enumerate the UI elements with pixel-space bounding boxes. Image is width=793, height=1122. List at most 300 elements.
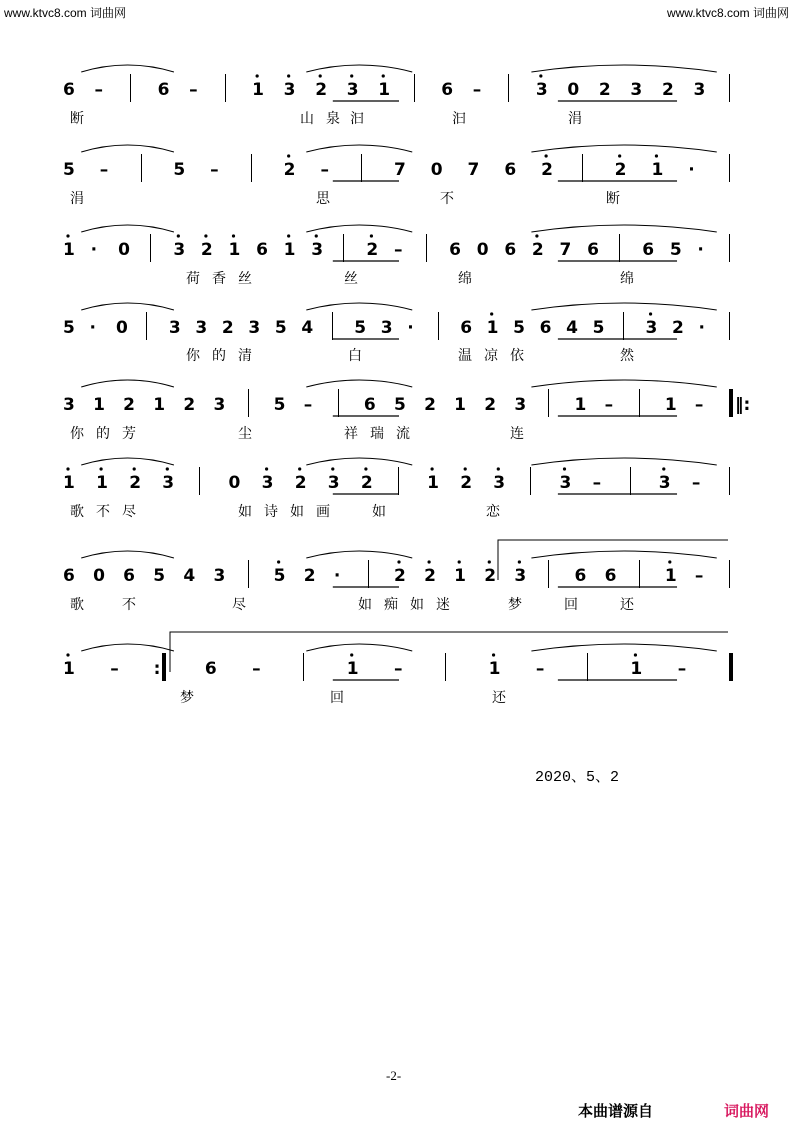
dot-extension: · (688, 160, 695, 180)
dash-extension: – (691, 473, 701, 493)
note: 1 (63, 659, 75, 679)
barline (150, 234, 151, 262)
lyric-syllable: 如 (238, 504, 252, 520)
lyric-syllable: 温 (458, 348, 472, 364)
octave-dot (319, 74, 322, 77)
note: 1 (454, 395, 467, 415)
dash-extension: – (472, 80, 482, 100)
lyric-line (0, 347, 793, 371)
note: 1 (664, 566, 677, 586)
note: 2 (598, 80, 611, 100)
lyric-syllable: 凉 (484, 348, 498, 364)
note: 1 (378, 80, 391, 100)
note: 3 (559, 473, 572, 493)
note: 6 (460, 318, 473, 338)
note: 5 (354, 318, 367, 338)
note: 5 (669, 240, 682, 260)
slur-arc (81, 145, 174, 152)
lyric-syllable: 恋 (486, 504, 500, 520)
dash-extension: – (210, 160, 219, 180)
note: 2 (183, 395, 196, 415)
lyric-syllable: 还 (492, 690, 506, 706)
note: 6 (63, 566, 75, 586)
lyric-syllable: 白 (348, 348, 362, 364)
octave-dot (177, 234, 180, 237)
octave-dot (287, 74, 290, 77)
slur-arc (81, 458, 174, 465)
dot-extension: · (697, 240, 704, 260)
slur-arc (306, 225, 412, 232)
lyric-syllable: 痴 (384, 597, 398, 613)
octave-dot (458, 560, 461, 563)
lyric-syllable: 的 (96, 426, 110, 442)
note: 3 (514, 395, 527, 415)
note: 2 (315, 80, 328, 100)
barline (548, 560, 549, 588)
note: 2 (541, 160, 553, 180)
octave-dot (256, 74, 259, 77)
note: 7 (467, 160, 480, 180)
lyric-line (0, 425, 793, 449)
lyric-syllable: 不 (96, 504, 110, 520)
dash-extension: – (252, 659, 261, 679)
note: 1 (488, 659, 501, 679)
slur-arc (306, 380, 412, 387)
barline (438, 312, 439, 340)
note: 2 (460, 473, 473, 493)
octave-dot (535, 234, 538, 237)
lyric-syllable: 梦 (180, 690, 194, 706)
lyric-line (0, 689, 793, 713)
note: 3 (213, 566, 226, 586)
dash-extension: – (604, 395, 614, 415)
slur-arc (81, 380, 174, 387)
octave-dot (350, 653, 353, 656)
note: 1 (664, 395, 677, 415)
lyric-syllable: 汩 (350, 111, 364, 127)
note: 2 (661, 80, 674, 100)
barline (729, 560, 730, 588)
octave-dot (464, 467, 467, 470)
lyric-syllable: 如 (358, 597, 372, 613)
lyric-syllable: 绵 (458, 271, 472, 287)
note: 3 (248, 318, 261, 338)
note: 3 (514, 566, 527, 586)
lyric-syllable: 不 (440, 191, 454, 207)
dash-extension: – (99, 160, 109, 180)
note: 4 (183, 566, 196, 586)
note: 2 (366, 240, 379, 260)
barline (729, 389, 733, 417)
source-label: 本曲谱源自 (578, 1102, 654, 1120)
barline (445, 653, 446, 681)
note: 1 (63, 240, 75, 260)
note: 3 (168, 318, 181, 338)
dash-extension: – (694, 395, 704, 415)
lyric-syllable: 歌 (70, 504, 84, 520)
barline (332, 312, 333, 340)
lyric-syllable: 画 (316, 504, 330, 520)
slur-arc (531, 145, 716, 152)
barline (582, 154, 583, 182)
octave-dot (518, 560, 521, 563)
barline (368, 560, 369, 588)
note: 6 (504, 240, 517, 260)
dash-extension: – (110, 659, 119, 679)
note: 2 (221, 318, 234, 338)
octave-dot (350, 74, 353, 77)
barline (130, 74, 131, 102)
note: 5 (173, 160, 186, 180)
lyric-syllable: 你 (186, 348, 200, 364)
dot-extension: · (333, 566, 341, 586)
octave-dot (655, 154, 658, 157)
barline (338, 389, 339, 417)
lyric-syllable: 香 (212, 271, 226, 287)
octave-dot (265, 467, 268, 470)
lyric-syllable: 不 (122, 597, 136, 613)
note: 2 (614, 160, 627, 180)
dash-extension: – (394, 240, 403, 260)
note: 2 (123, 395, 136, 415)
lyric-syllable: 芳 (122, 426, 136, 442)
note: 7 (559, 240, 572, 260)
barline (623, 312, 624, 340)
octave-dot (662, 467, 665, 470)
barline (426, 234, 427, 262)
barline (729, 653, 733, 681)
dot-extension: · (90, 240, 98, 260)
dot-extension: · (407, 318, 414, 338)
octave-dot (563, 467, 566, 470)
barline (530, 467, 531, 495)
notation-line (0, 395, 793, 419)
note: 0 (93, 566, 105, 586)
dash-extension: – (394, 659, 403, 679)
slur-arc (81, 225, 174, 232)
note: 1 (283, 240, 296, 260)
dash-extension: – (535, 659, 545, 679)
dash-extension: – (303, 395, 313, 415)
note: 6 (363, 395, 376, 415)
barline (343, 234, 344, 262)
lyric-syllable: 连 (510, 426, 524, 442)
slur-arc (531, 380, 716, 387)
barline (248, 389, 249, 417)
note: 2 (129, 473, 142, 493)
octave-dot (545, 154, 548, 157)
slur-arc (81, 644, 174, 651)
lyric-syllable: 流 (396, 426, 410, 442)
note: 1 (651, 160, 664, 180)
octave-dot (488, 560, 491, 563)
composition-date: 2020、5、2 (535, 769, 620, 786)
octave-dot (382, 74, 385, 77)
octave-dot (492, 653, 495, 656)
slur-arc (306, 458, 412, 465)
octave-dot (100, 467, 103, 470)
lyric-syllable: 瑞 (370, 426, 384, 442)
note: 2 (360, 473, 373, 493)
lyric-syllable: 你 (70, 426, 84, 442)
octave-dot (133, 467, 136, 470)
note: 7 (394, 160, 406, 180)
lyric-syllable: 迷 (436, 597, 450, 613)
octave-dot (298, 467, 301, 470)
note: 0 (228, 473, 241, 493)
octave-dot (539, 74, 542, 77)
barline (248, 560, 249, 588)
note: 2 (424, 566, 436, 586)
notation-line (0, 80, 793, 104)
octave-dot (66, 467, 69, 470)
barline (508, 74, 509, 102)
note: 6 (63, 80, 75, 100)
notation-line (0, 473, 793, 497)
note: 5 (274, 318, 287, 338)
slur-arc (531, 551, 716, 558)
octave-dot (668, 560, 671, 563)
barline (729, 467, 730, 495)
note: 3 (311, 240, 324, 260)
lyric-syllable: 如 (372, 504, 386, 520)
octave-dot (397, 560, 400, 563)
barline (141, 154, 142, 182)
note: 3 (380, 318, 393, 338)
note: 6 (449, 240, 461, 260)
barline (639, 389, 640, 417)
dash-extension: – (94, 80, 104, 100)
note: 2 (283, 160, 296, 180)
octave-dot (370, 234, 373, 237)
slur-arc (531, 303, 716, 310)
octave-dot (66, 653, 69, 656)
notation-line (0, 240, 793, 264)
lyric-syllable: 荷 (186, 271, 200, 287)
note: 2 (303, 566, 316, 586)
lyric-syllable: 还 (620, 597, 634, 613)
lyric-syllable: 依 (510, 348, 524, 364)
octave-dot (431, 467, 434, 470)
barline (146, 312, 147, 340)
notation-line (0, 566, 793, 590)
dash-extension: – (694, 566, 704, 586)
lyric-syllable: 如 (410, 597, 424, 613)
octave-dot (166, 467, 169, 470)
lyric-syllable: 思 (316, 191, 330, 207)
note: 5 (592, 318, 605, 338)
note: 5 (394, 395, 406, 415)
lyric-syllable: 丝 (344, 271, 358, 287)
octave-dot (232, 234, 235, 237)
octave-dot (490, 312, 493, 315)
notation-line (0, 659, 793, 683)
brand-logo: 词曲网 (724, 1102, 770, 1120)
note: 2 (672, 318, 684, 338)
note: 2 (200, 240, 213, 260)
note: 2 (484, 395, 497, 415)
note: 1 (228, 240, 241, 260)
lyric-syllable: 回 (564, 597, 578, 613)
note: 5 (63, 160, 75, 180)
note: 1 (427, 473, 439, 493)
dash-extension: – (592, 473, 602, 493)
note: 0 (430, 160, 443, 180)
repeat-sign: ‖: (735, 395, 751, 415)
note: 6 (157, 80, 170, 100)
slur-arc (81, 303, 174, 310)
slur-arc (531, 458, 716, 465)
note: 3 (162, 473, 175, 493)
barline (630, 467, 631, 495)
octave-dot (634, 653, 637, 656)
barline (398, 467, 399, 495)
header-site-left: www.ktvc8.com 词曲网 (4, 6, 127, 20)
note: 2 (484, 566, 497, 586)
barline (619, 234, 620, 262)
note: 3 (63, 395, 75, 415)
note: 1 (630, 659, 643, 679)
slur-arc (81, 551, 174, 558)
lyric-syllable: 山 (300, 111, 314, 127)
note: 1 (346, 659, 359, 679)
slur-arc (531, 644, 716, 651)
lyric-syllable: 断 (70, 111, 84, 127)
page-number: -2- (386, 1068, 402, 1083)
lyric-syllable: 涓 (568, 111, 582, 127)
note: 6 (441, 80, 454, 100)
lyric-syllable: 泉 (326, 111, 340, 127)
lyric-syllable: 梦 (508, 597, 522, 613)
barline (548, 389, 549, 417)
lyric-syllable: 的 (212, 348, 226, 364)
note: 6 (574, 566, 587, 586)
dot-extension: · (698, 318, 705, 338)
octave-dot (287, 154, 290, 157)
dash-extension: – (189, 80, 198, 100)
note: 6 (642, 240, 655, 260)
barline (729, 74, 730, 102)
note: 5 (273, 395, 286, 415)
note: 5 (513, 318, 525, 338)
lyric-syllable: 然 (620, 348, 634, 364)
lyric-syllable: 断 (606, 191, 620, 207)
barline (729, 234, 730, 262)
lyric-syllable: 丝 (238, 271, 252, 287)
note: 1 (574, 395, 587, 415)
barline (729, 312, 730, 340)
dash-extension: – (320, 160, 329, 180)
slur-arc (531, 225, 716, 232)
note: 0 (118, 240, 130, 260)
slur-arc (306, 551, 412, 558)
note: 3 (283, 80, 296, 100)
barline (639, 560, 640, 588)
dash-extension: – (677, 659, 687, 679)
note: 1 (96, 473, 108, 493)
barline (414, 74, 415, 102)
note: 6 (604, 566, 617, 586)
barline (361, 154, 362, 182)
note: 6 (587, 240, 599, 260)
note: 0 (567, 80, 580, 100)
note: 6 (204, 659, 217, 679)
lyric-line (0, 190, 793, 214)
note: 1 (454, 566, 467, 586)
barline (199, 467, 200, 495)
slur-arc (306, 145, 412, 152)
octave-dot (331, 467, 334, 470)
note: 3 (693, 80, 706, 100)
octave-dot (364, 467, 367, 470)
note: 3 (535, 80, 548, 100)
octave-dot (497, 467, 500, 470)
lyric-syllable: 尽 (232, 597, 246, 613)
note: 3 (645, 318, 658, 338)
note: 2 (294, 473, 307, 493)
barline (587, 653, 588, 681)
lyric-line (0, 503, 793, 527)
slur-arc (306, 644, 412, 651)
note: 0 (115, 318, 128, 338)
note: 5 (63, 318, 75, 338)
lyric-syllable: 清 (238, 348, 252, 364)
note: 4 (301, 318, 314, 338)
lyric-syllable: 祥 (344, 426, 358, 442)
repeat-sign: :| (153, 659, 167, 679)
lyric-syllable: 回 (330, 690, 344, 706)
note: 3 (493, 473, 506, 493)
note: 2 (394, 566, 406, 586)
note: 1 (63, 473, 75, 493)
note: 1 (486, 318, 499, 338)
note: 4 (566, 318, 578, 338)
note: 2 (424, 395, 436, 415)
note: 6 (539, 318, 552, 338)
lyric-line (0, 270, 793, 294)
note: 6 (123, 566, 136, 586)
note: 3 (261, 473, 274, 493)
octave-dot (204, 234, 207, 237)
lyric-syllable: 尽 (122, 504, 136, 520)
note: 5 (153, 566, 166, 586)
lyric-syllable: 尘 (238, 426, 252, 442)
lyric-line (0, 596, 793, 620)
notation-line (0, 160, 793, 184)
lyric-line (0, 110, 793, 134)
note: 3 (195, 318, 208, 338)
octave-dot (427, 560, 430, 563)
note: 6 (256, 240, 268, 260)
note: 3 (630, 80, 643, 100)
note: 1 (93, 395, 105, 415)
octave-dot (66, 234, 69, 237)
note: 2 (531, 240, 544, 260)
note: 5 (273, 566, 286, 586)
note: 3 (346, 80, 359, 100)
notation-line (0, 318, 793, 342)
barline (303, 653, 304, 681)
note: 3 (213, 395, 226, 415)
octave-dot (315, 234, 318, 237)
note: 3 (173, 240, 186, 260)
octave-dot (649, 312, 652, 315)
octave-dot (277, 560, 280, 563)
octave-dot (618, 154, 621, 157)
barline (729, 154, 730, 182)
lyric-syllable: 绵 (620, 271, 634, 287)
note: 1 (252, 80, 264, 100)
